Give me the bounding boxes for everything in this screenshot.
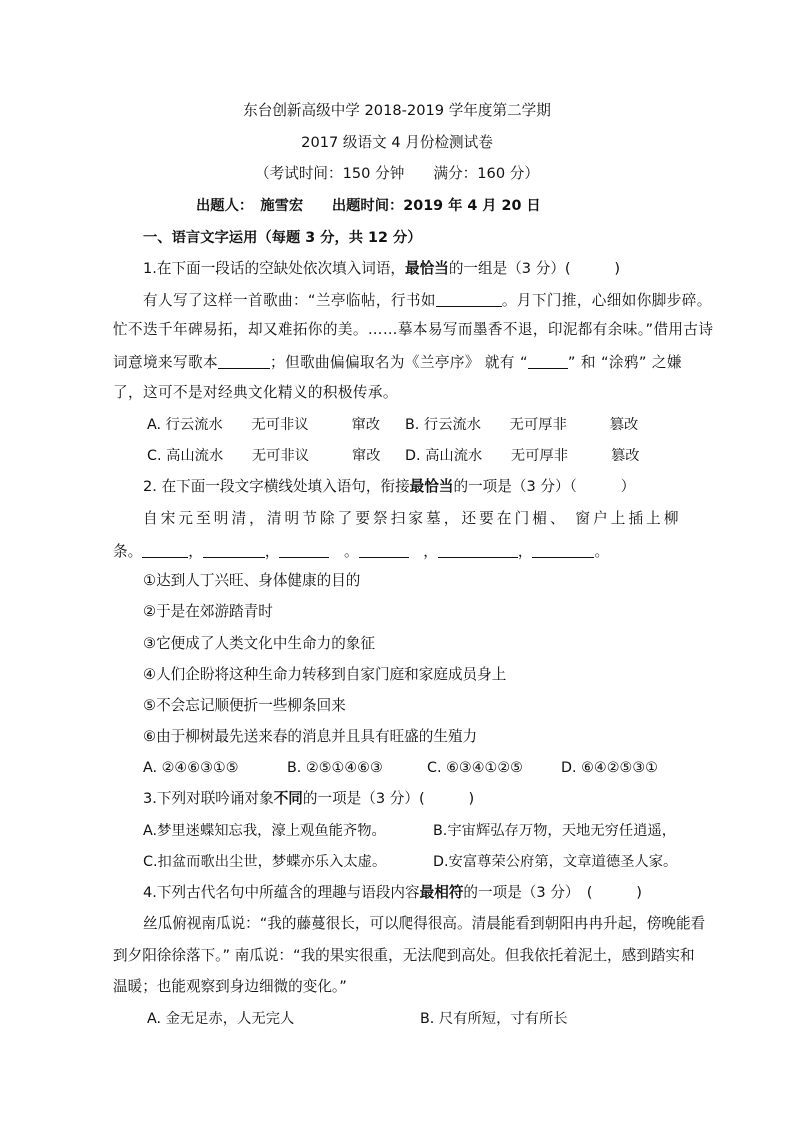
q2-item-5: ⑤不会忘记顺便折一些柳条回来 — [143, 697, 346, 714]
answer-blank — [359, 543, 409, 558]
q1-option-b: B. 行云流水 无可厚非 篡改 — [405, 417, 639, 433]
q1-passage-line-3: 词意境来写歌本 ；但歌曲偏偏取名为《兰亭序》 就有 “ ” 和 “涂鸦” 之嫌 — [113, 354, 682, 371]
q4-passage-line-3: 温暖；也能观察到身边细微的变化。” — [113, 978, 347, 995]
q2-stem: 2. 在下面一段文字横线处填入语句，衔接最恰当的一项是（3 分）（ ） — [143, 478, 636, 495]
answer-blank — [438, 543, 518, 558]
q3-stem: 3.下列对联吟诵对象不同的一项是（3 分）( ) — [143, 790, 475, 807]
q3-option-a: A.梦里迷蝶知忘我，濠上观鱼能齐物。 — [143, 823, 386, 839]
q2-option-c: C. ⑥③④①②⑤ — [427, 760, 523, 776]
q1-option-a: A. 行云流水 无可非议 窜改 — [147, 417, 381, 433]
author-line: 出题人： 施雪宏 出题时间：2019 年 4 月 20 日 — [196, 198, 541, 214]
q2-passage-line-2: 条。 ， ， 。 ， ， 。 — [113, 543, 610, 560]
q4-option-a: A. 金无足赤，人无完人 — [147, 1011, 295, 1027]
q2-option-b: B. ②⑤①④⑥③ — [287, 760, 383, 776]
q1-passage-line-2: 忙不迭千年碑易拓，却又难拓你的美。……摹本易写而墨香不退，印泥都有余味。”借用古诗 — [113, 321, 714, 338]
answer-blank — [436, 292, 502, 307]
q4-option-b: B. 尺有所短，寸有所长 — [420, 1011, 568, 1027]
q3-option-b: B.宇宙辉弘存万物，天地无穷任逍遥， — [433, 823, 677, 839]
exam-title: 2017 级语文 4 月份检测试卷 — [301, 134, 493, 151]
q2-option-a: A. ②④⑥③①⑤ — [143, 760, 239, 776]
q1-option-d: D. 高山流水 无可厚非 篡改 — [405, 448, 640, 464]
q4-passage-line-2: 到夕阳徐徐落下。” 南瓜说：“我的果实很重，无法爬到高处。但我依托着泥土，感到踏实和 — [113, 947, 695, 964]
answer-blank — [528, 354, 568, 369]
q2-passage-line-1: 自宋元至明清，清明节除了要祭扫家墓，还要在门楣、 窗户上插上柳 — [143, 510, 682, 527]
q3-option-c: C.扣盆而歌出尘世，梦蝶亦乐入太虚。 — [143, 854, 387, 870]
q1-option-c: C. 高山流水 无可非议 窜改 — [147, 448, 381, 464]
exam-time-score: （考试时间：150 分钟 满分：160 分） — [255, 165, 539, 182]
q2-item-6: ⑥由于柳树最先送来春的消息并且具有旺盛的生殖力 — [143, 728, 478, 745]
q2-item-1: ①达到人丁兴旺、身体健康的目的 — [143, 572, 361, 589]
q3-option-d: D.安富尊荣公府第，文章道德圣人家。 — [433, 854, 678, 870]
q2-item-3: ③它便成了人类文化中生命力的象征 — [143, 635, 375, 652]
q4-passage-line-1: 丝瓜俯视南瓜说：“我的藤蔓很长，可以爬得很高。清晨能看到朝阳冉冉升起，傍晚能看 — [143, 915, 706, 932]
q2-item-2: ②于是在郊游踏青时 — [143, 603, 273, 620]
answer-blank — [203, 543, 265, 558]
answer-blank — [218, 354, 270, 369]
section-heading: 一、语言文字运用（每题 3 分，共 12 分） — [143, 230, 422, 246]
q1-passage-line-4: 了，这可不是对经典文化精义的积极传承。 — [113, 384, 398, 401]
answer-blank — [532, 543, 594, 558]
q2-option-d: D. ⑥④②⑤③① — [561, 760, 658, 776]
q1-stem: 1.在下面一段话的空缺处依次填入词语，最恰当的一组是（3 分）( ) — [143, 260, 621, 277]
answer-blank — [142, 543, 188, 558]
q1-passage-line-1: 有人写了这样一首歌曲：“兰亭临帖，行书如 。月下门推，心细如你脚步碎。 — [143, 292, 712, 309]
q4-stem: 4.下列古代名句中所蕴含的理趣与语段内容最相符的一项是（3 分） ( ) — [143, 884, 642, 901]
answer-blank — [279, 543, 329, 558]
q2-item-4: ④人们企盼将这种生命力转移到自家门庭和家庭成员身上 — [143, 666, 507, 683]
school-term-title: 东台创新高级中学 2018-2019 学年度第二学期 — [243, 102, 551, 119]
